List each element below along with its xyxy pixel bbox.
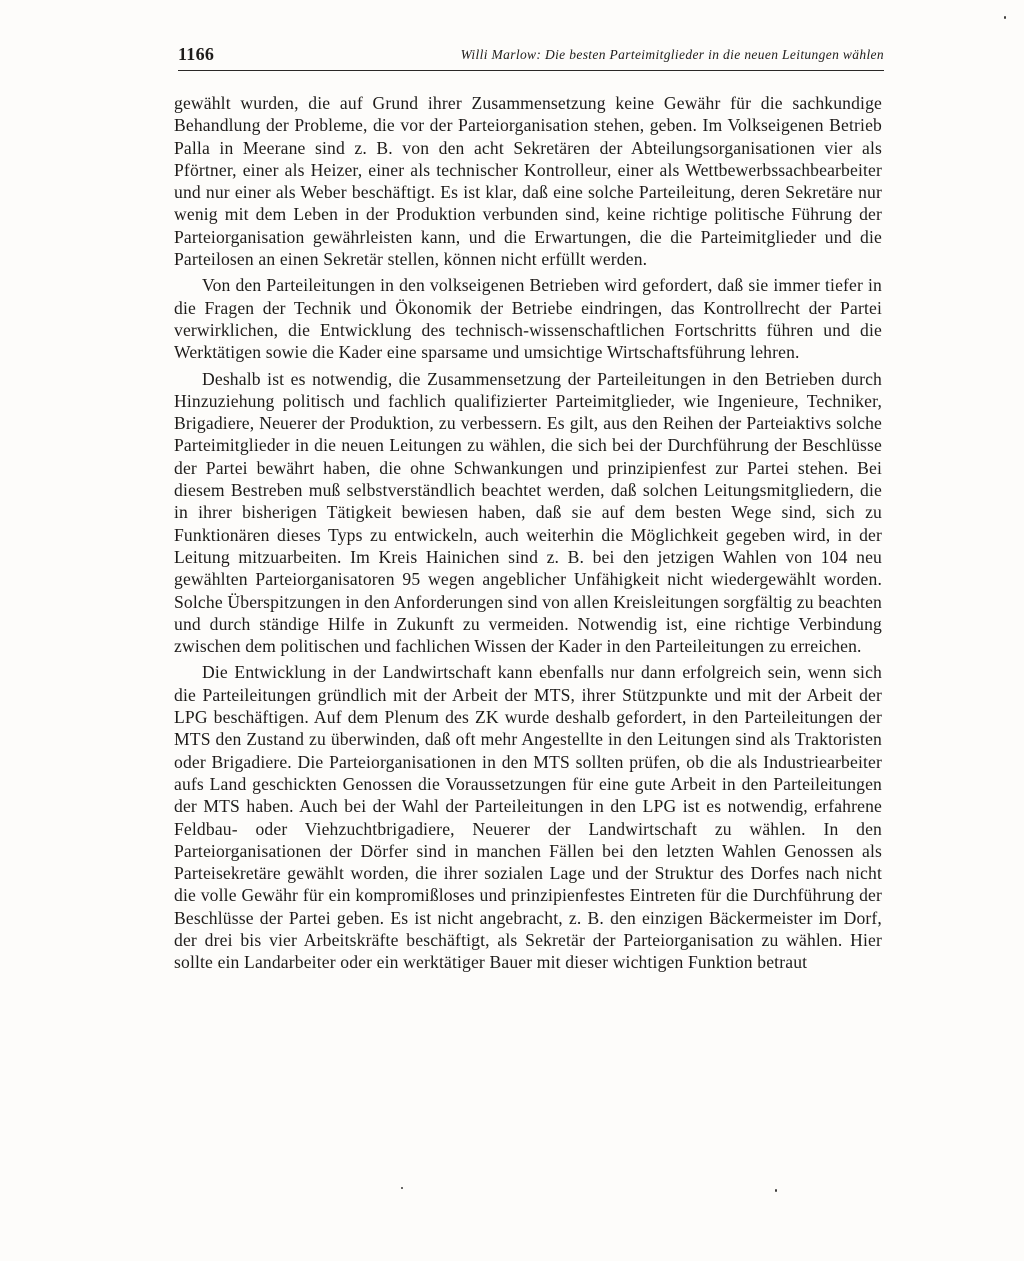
- paragraph: Die Entwicklung in der Landwirtschaft kann ebenfalls nur dann erfolgreich sein, wenn sich die Parteileitungen gründlich mit der Arbeit der MTS, ihrer Stützpunkte und mit der Arbeit der LPG beschäftigen. Auf dem Plenum des ZK wurde deshalb gefordert, in den Parteileitungen der MTS den Zustand zu überwinden, daß oft mehr Angestellte in den Leitungen sind als Traktoristen oder Brigadiere. Die Parteiorganisationen in den MTS sollten prüfen, ob die als Industriearbeiter aufs Land geschickten Genossen die Voraussetzungen für eine gute Arbeit in den Parteileitungen der MTS haben. Auch bei der Wahl der Parteileitungen in den LPG ist es notwendig, erfahrene Feldbau- oder Viehzuchtbrigadiere, Neuerer der Landwirtschaft zu wählen. In den Parteiorganisationen der Dörfer sind in manchen Fällen bei den letzten Wahlen Genossen als Parteisekretäre gewählt worden, die ihrer sozialen Lage und der Struktur des Dorfes nach nicht die volle Gewähr für ein kompromißloses und prinzipienfestes Eintreten für die Durchführung der Beschlüsse der Partei geben. Es ist nicht angebracht, z. B. den einzigen Bäckermeister im Dorf, der drei bis vier Arbeitskräfte beschäftigt, als Sekretär der Parteiorganisation zu wählen. Hier sollte ein Landarbeiter oder ein werktätiger Bauer mit dieser wichtigen Funktion betraut: [174, 662, 882, 973]
- paragraph: Deshalb ist es notwendig, die Zusammensetzung der Parteileitungen in den Betrieben durch Hinzuziehung politisch und fachlich qualifizierter Parteimitglieder, wie Ingenieure, Techniker, Brigadiere, Neuerer der Produktion, zu verbessern. Es gilt, aus den Reihen der Parteiaktivs solche Parteimitglieder in die neuen Leitungen zu wählen, die sich bei der Durchführung der Beschlüsse der Partei bewährt haben, die ohne Schwankungen und prinzipienfest zur Partei stehen. Bei diesem Bestreben muß selbstverständlich beachtet werden, daß solchen Leitungsmitgliedern, die in ihrer bisherigen Tätigkeit bewiesen haben, daß sie auf dem besten Wege sind, sich zu Funktionären dieses Typs zu entwickeln, auch weiterhin die Möglichkeit gegeben wird, in der Leitung mitzuarbeiten. Im Kreis Hainichen sind z. B. bei den jetzigen Wahlen von 104 neu gewählten Parteiorganisatoren 95 wegen angeblicher Unfähigkeit nicht wiedergewählt worden. Solche Überspitzungen in den Anforderungen sind von allen Kreisleitungen sorgfältig zu beachten und durch ständige Hilfe in Zukunft zu vermeiden. Notwendig ist, eine richtige Verbindung zwischen dem politischen und fachlichen Wissen der Kader in den Parteileitungen zu erreichen.: [174, 368, 882, 657]
- page-header: [178, 42, 884, 71]
- scan-speck: [401, 1187, 403, 1189]
- scan-speck: [1004, 16, 1006, 19]
- page-number: 1166: [178, 44, 215, 64]
- paragraph-continued: gewählt wurden, die auf Grund ihrer Zusammensetzung keine Gewähr für die sachkundige Behandlung der Probleme, die vor der Parteiorganisation stehen, geben. Im Volkseigenen Betrieb Palla in Meerane sind z. B. von den acht Sekretären der Abteilungsorganisationen vier als Pförtner, einer als Heizer, einer als technischer Kontrolleur, einer als Wettbewerbssachbearbeiter und nur einer als Weber beschäftigt. Es ist klar, daß eine solche Parteileitung, deren Sekretäre nur wenig mit dem Leben in der Produktion verbunden sind, keine richtige politische Führung der Parteiorganisation gewährleisten kann, und die Erwartungen, die die Parteimitglieder und die Parteilosen an einen Sekretär stellen, können nicht erfüllt werden.: [174, 93, 882, 270]
- scan-speck: [775, 1189, 777, 1192]
- paragraph: Von den Parteileitungen in den volkseigenen Betrieben wird gefordert, daß sie immer tiefer in die Fragen der Technik und Ökonomik der Betriebe eindringen, das Kontrollrecht der Partei verwirklichen, die Entwicklung des technisch-wissenschaftlichen Fortschritts führen und die Werktätigen sowie die Kader eine sparsame und umsichtige Wirtschaftsführung lehren.: [174, 275, 882, 363]
- running-title: Willi Marlow: Die besten Parteimitglieder in die neuen Leitungen wählen: [460, 47, 884, 62]
- article-body: [174, 92, 882, 974]
